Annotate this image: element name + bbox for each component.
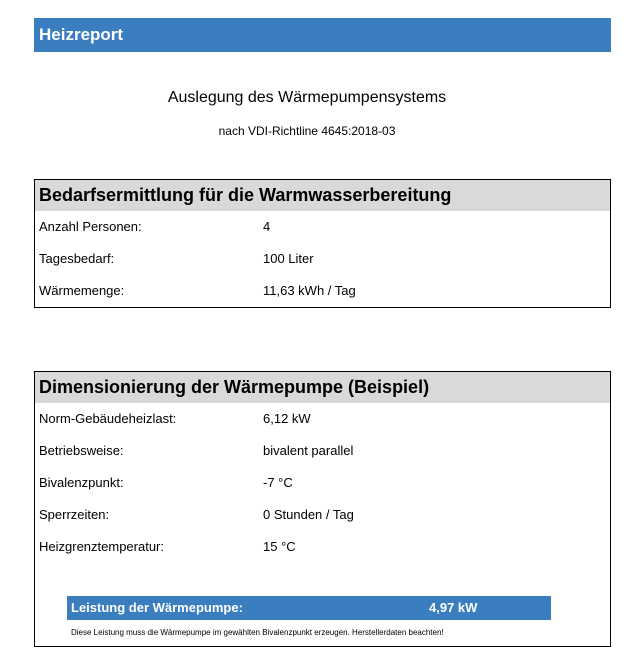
page-title: Auslegung des Wärmepumpensystems — [167, 89, 447, 106]
output-label: Leistung der Wärmepumpe: — [71, 600, 243, 615]
row-value: 15 °C — [263, 539, 296, 554]
table-row — [35, 403, 610, 435]
row-value: 6,12 kW — [263, 411, 311, 426]
table-row — [35, 531, 610, 563]
report-title: Heizreport — [39, 25, 124, 44]
dimensioning-section-title: Dimensionierung der Wärmepumpe (Beispiel) — [35, 372, 610, 403]
row-label: Betriebsweise: — [39, 443, 124, 458]
output-note: Diese Leistung muss die Wärmepumpe im gewählten Bivalenzpunkt erzeugen. Herstellerdaten beachten! — [71, 628, 444, 637]
row-label: Wärmemenge: — [39, 283, 125, 298]
row-label: Anzahl Personen: — [39, 219, 142, 234]
page-subtitle: nach VDI-Richtline 4645:2018-03 — [218, 124, 396, 138]
row-value: 4 — [263, 219, 271, 234]
row-label: Norm-Gebäudeheizlast: — [39, 411, 177, 426]
table-row — [35, 211, 610, 243]
table-row — [35, 243, 610, 275]
row-value: -7 °C — [263, 475, 293, 490]
row-label: Tagesbedarf: — [39, 251, 115, 266]
heat-pump-output-bar — [67, 596, 551, 620]
row-value: bivalent parallel — [263, 443, 354, 458]
output-value: 4,97 kW — [429, 600, 478, 615]
row-value: 100 Liter — [263, 251, 314, 266]
dimensioning-section — [34, 371, 611, 647]
demand-section — [34, 179, 611, 308]
row-label: Heizgrenztemperatur: — [39, 539, 164, 554]
table-row — [35, 275, 610, 307]
row-label: Sperrzeiten: — [39, 507, 110, 522]
table-row — [35, 435, 610, 467]
table-row — [35, 499, 610, 531]
report-header — [34, 18, 611, 52]
row-label: Bivalenzpunkt: — [39, 475, 124, 490]
demand-section-title: Bedarfsermittlung für die Warmwasserbereitung — [35, 180, 610, 211]
table-row — [35, 467, 610, 499]
row-value: 0 Stunden / Tag — [263, 507, 354, 522]
row-value: 11,63 kWh / Tag — [263, 283, 356, 298]
